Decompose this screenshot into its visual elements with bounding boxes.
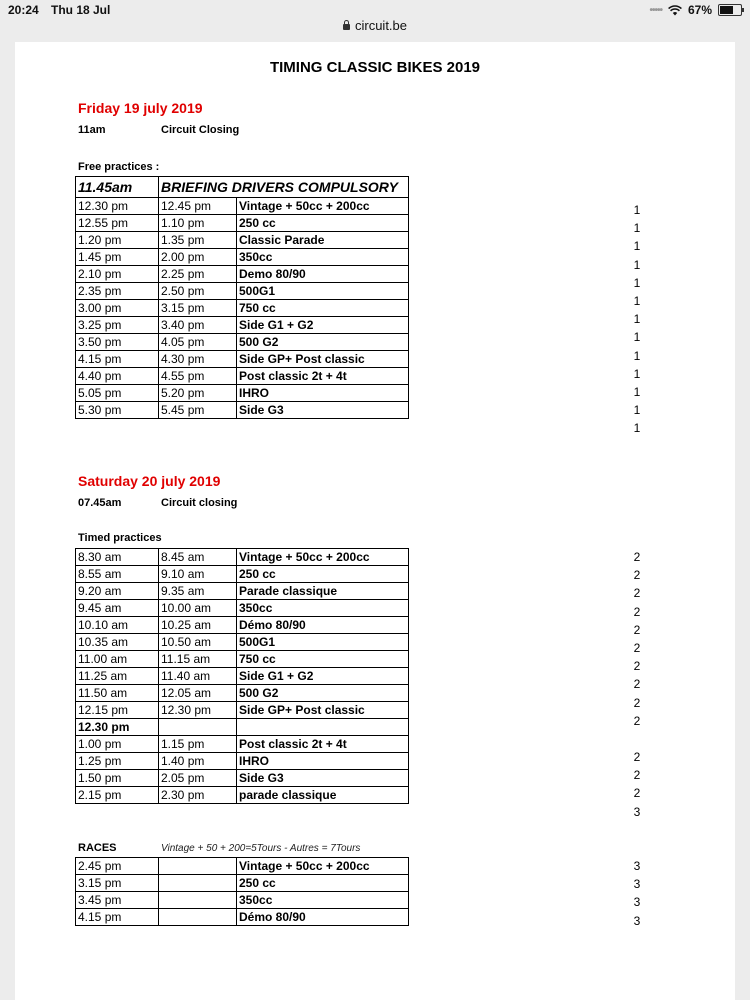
event-name: Démo 80/90: [237, 617, 409, 634]
end-time: 12.45 pm: [159, 198, 237, 215]
end-time: 12.05 am: [159, 685, 237, 702]
session-number: 3: [633, 804, 641, 819]
start-time: 1.25 pm: [76, 753, 159, 770]
session-number: 1: [633, 384, 641, 399]
event-name: 250 cc: [237, 566, 409, 583]
start-time: 2.35 pm: [76, 283, 159, 300]
event-name: 250 cc: [237, 215, 409, 232]
start-time: 2.15 pm: [76, 787, 159, 804]
start-time: 5.30 pm: [76, 402, 159, 419]
start-time: 9.20 am: [76, 583, 159, 600]
table-row: [76, 909, 409, 926]
end-time: 5.20 pm: [159, 385, 237, 402]
table-row: [76, 875, 409, 892]
start-time: 12.30 pm: [76, 198, 159, 215]
end-time: 1.40 pm: [159, 753, 237, 770]
table-row: [76, 702, 409, 719]
start-time: 11.50 am: [76, 685, 159, 702]
start-time: 2.45 pm: [76, 858, 159, 875]
table-row: [76, 583, 409, 600]
briefing-row: [76, 177, 409, 198]
session-number: 2: [633, 713, 641, 728]
end-time: [159, 875, 237, 892]
start-time: 11.25 am: [76, 668, 159, 685]
table-row: [76, 317, 409, 334]
start-time: 12.15 pm: [76, 702, 159, 719]
session-number: 1: [633, 221, 641, 236]
end-time: 1.35 pm: [159, 232, 237, 249]
start-time: 12.55 pm: [76, 215, 159, 232]
table-row: [76, 300, 409, 317]
end-time: 11.40 am: [159, 668, 237, 685]
end-time: 1.10 pm: [159, 215, 237, 232]
end-time: 2.50 pm: [159, 283, 237, 300]
session-number: 2: [633, 568, 641, 583]
start-time: 12.30 pm: [76, 719, 159, 736]
saturday-heading: Saturday 20 july 2019: [78, 473, 221, 489]
end-time: 3.40 pm: [159, 317, 237, 334]
start-time: 4.40 pm: [76, 368, 159, 385]
end-time: 2.05 pm: [159, 770, 237, 787]
session-number: 1: [633, 366, 641, 381]
friday-session-numbers: [627, 201, 647, 437]
end-time: 4.05 pm: [159, 334, 237, 351]
event-name: 500G1: [237, 634, 409, 651]
event-name: parade classique: [237, 787, 409, 804]
friday-schedule-table: [75, 176, 409, 419]
start-time: 3.45 pm: [76, 892, 159, 909]
saturday-session-numbers: [627, 548, 647, 821]
event-name: 500 G2: [237, 334, 409, 351]
timed-practices-label: Timed practices: [78, 532, 162, 544]
end-time: 10.50 am: [159, 634, 237, 651]
session-number: 1: [633, 421, 641, 436]
session-number: 1: [633, 203, 641, 217]
wifi-icon: [668, 5, 682, 16]
session-number: 1: [633, 348, 641, 363]
battery-icon: [718, 4, 742, 16]
start-time: 1.45 pm: [76, 249, 159, 266]
event-name: Side G3: [237, 402, 409, 419]
table-row: [76, 249, 409, 266]
session-number: 2: [633, 659, 641, 674]
friday-closing-time: 11am: [78, 124, 106, 136]
document-page: [15, 42, 735, 1000]
table-row: [76, 651, 409, 668]
start-time: 1.20 pm: [76, 232, 159, 249]
start-time: 10.10 am: [76, 617, 159, 634]
table-row: [76, 266, 409, 283]
end-time: 9.35 am: [159, 583, 237, 600]
end-time: 2.25 pm: [159, 266, 237, 283]
end-time: 2.00 pm: [159, 249, 237, 266]
event-name: Post classic 2t + 4t: [237, 368, 409, 385]
end-time: 8.45 am: [159, 549, 237, 566]
table-row: [76, 617, 409, 634]
end-time: 10.00 am: [159, 600, 237, 617]
event-name: Parade classique: [237, 583, 409, 600]
races-note: Vintage + 50 + 200=5Tours - Autres = 7Tours: [161, 843, 361, 854]
saturday-schedule-table: [75, 548, 409, 804]
end-time: 10.25 am: [159, 617, 237, 634]
cellular-signal-icon: •••••: [649, 4, 662, 16]
status-time: 20:24: [8, 3, 39, 17]
end-time: 9.10 am: [159, 566, 237, 583]
event-name: Classic Parade: [237, 232, 409, 249]
session-number: 3: [633, 895, 641, 910]
session-number: 1: [633, 257, 641, 272]
start-time: 8.30 am: [76, 549, 159, 566]
session-number: 2: [633, 640, 641, 655]
table-row: [76, 858, 409, 875]
table-row: [76, 719, 409, 736]
session-number: 2: [633, 677, 641, 692]
end-time: 11.15 am: [159, 651, 237, 668]
table-row: [76, 283, 409, 300]
table-row: [76, 634, 409, 651]
friday-closing-label: Circuit Closing: [161, 124, 240, 136]
end-time: 5.45 pm: [159, 402, 237, 419]
end-time: 1.15 pm: [159, 736, 237, 753]
url-bar[interactable]: [0, 18, 750, 33]
table-row: [76, 368, 409, 385]
table-row: [76, 566, 409, 583]
start-time: 3.25 pm: [76, 317, 159, 334]
event-name: Side G1 + G2: [237, 668, 409, 685]
start-time: 3.50 pm: [76, 334, 159, 351]
end-time: 4.30 pm: [159, 351, 237, 368]
session-number: 1: [633, 403, 641, 418]
session-number: 1: [633, 239, 641, 254]
session-number: 2: [633, 786, 641, 801]
races-label: RACES: [78, 842, 117, 854]
saturday-closing-label: Circuit closing: [161, 497, 238, 509]
event-name: IHRO: [237, 753, 409, 770]
session-number: 2: [633, 604, 641, 619]
event-name: [237, 719, 409, 736]
event-name: 350cc: [237, 892, 409, 909]
start-time: 9.45 am: [76, 600, 159, 617]
event-name: Side G1 + G2: [237, 317, 409, 334]
start-time: 4.15 pm: [76, 351, 159, 368]
event-name: 350cc: [237, 249, 409, 266]
table-row: [76, 215, 409, 232]
session-number: 3: [633, 877, 641, 892]
event-name: Side G3: [237, 770, 409, 787]
session-number: 2: [633, 768, 641, 783]
start-time: 11.00 am: [76, 651, 159, 668]
start-time: 3.15 pm: [76, 875, 159, 892]
table-row: [76, 736, 409, 753]
lock-icon: [343, 24, 350, 30]
races-session-numbers: [627, 857, 647, 930]
session-number: 2: [633, 550, 641, 564]
event-name: Side GP+ Post classic: [237, 702, 409, 719]
start-time: 3.00 pm: [76, 300, 159, 317]
session-number: 2: [633, 622, 641, 637]
page-title: TIMING CLASSIC BIKES 2019: [269, 59, 481, 76]
end-time: [159, 892, 237, 909]
races-schedule-table: [75, 857, 409, 926]
table-row: [76, 770, 409, 787]
end-time: 4.55 pm: [159, 368, 237, 385]
start-time: 1.50 pm: [76, 770, 159, 787]
session-number: 3: [633, 913, 641, 928]
event-name: 350cc: [237, 600, 409, 617]
session-number: 1: [633, 312, 641, 327]
event-name: 500 G2: [237, 685, 409, 702]
table-row: [76, 351, 409, 368]
battery-percent: 67%: [687, 3, 712, 17]
session-number: 2: [633, 586, 641, 601]
table-row: [76, 787, 409, 804]
table-row: [76, 668, 409, 685]
table-row: [76, 198, 409, 215]
event-name: 500G1: [237, 283, 409, 300]
table-row: [76, 685, 409, 702]
session-number: 1: [633, 275, 641, 290]
end-time: [159, 909, 237, 926]
table-row: [76, 385, 409, 402]
end-time: 2.30 pm: [159, 787, 237, 804]
session-number: 2: [633, 695, 641, 710]
briefing-time: 11.45am: [76, 177, 159, 198]
briefing-text: BRIEFING DRIVERS COMPULSORY: [159, 177, 409, 198]
start-time: 10.35 am: [76, 634, 159, 651]
session-number: 1: [633, 293, 641, 308]
event-name: Post classic 2t + 4t: [237, 736, 409, 753]
saturday-closing-time: 07.45am: [78, 497, 122, 509]
start-time: 8.55 am: [76, 566, 159, 583]
event-name: Side GP+ Post classic: [237, 351, 409, 368]
session-number: 2: [633, 750, 641, 765]
event-name: Démo 80/90: [237, 909, 409, 926]
status-date: Thu 18 Jul: [51, 3, 111, 17]
end-time: 3.15 pm: [159, 300, 237, 317]
event-name: 750 cc: [237, 651, 409, 668]
url-text: circuit.be: [354, 18, 408, 33]
event-name: Vintage + 50cc + 200cc: [237, 858, 409, 875]
end-time: 12.30 pm: [159, 702, 237, 719]
end-time: [159, 858, 237, 875]
table-row: [76, 753, 409, 770]
free-practices-label: Free practices :: [78, 161, 160, 173]
table-row: [76, 549, 409, 566]
event-name: 250 cc: [237, 875, 409, 892]
session-number: 3: [633, 859, 641, 873]
session-number: 1: [633, 330, 641, 345]
event-name: Demo 80/90: [237, 266, 409, 283]
start-time: 2.10 pm: [76, 266, 159, 283]
event-name: Vintage + 50cc + 200cc: [237, 198, 409, 215]
table-row: [76, 232, 409, 249]
start-time: 4.15 pm: [76, 909, 159, 926]
start-time: 1.00 pm: [76, 736, 159, 753]
friday-heading: Friday 19 july 2019: [78, 100, 203, 116]
table-row: [76, 600, 409, 617]
event-name: IHRO: [237, 385, 409, 402]
table-row: [76, 402, 409, 419]
session-number: [627, 730, 647, 748]
event-name: 750 cc: [237, 300, 409, 317]
table-row: [76, 892, 409, 909]
end-time: [159, 719, 237, 736]
event-name: Vintage + 50cc + 200cc: [237, 549, 409, 566]
start-time: 5.05 pm: [76, 385, 159, 402]
table-row: [76, 334, 409, 351]
